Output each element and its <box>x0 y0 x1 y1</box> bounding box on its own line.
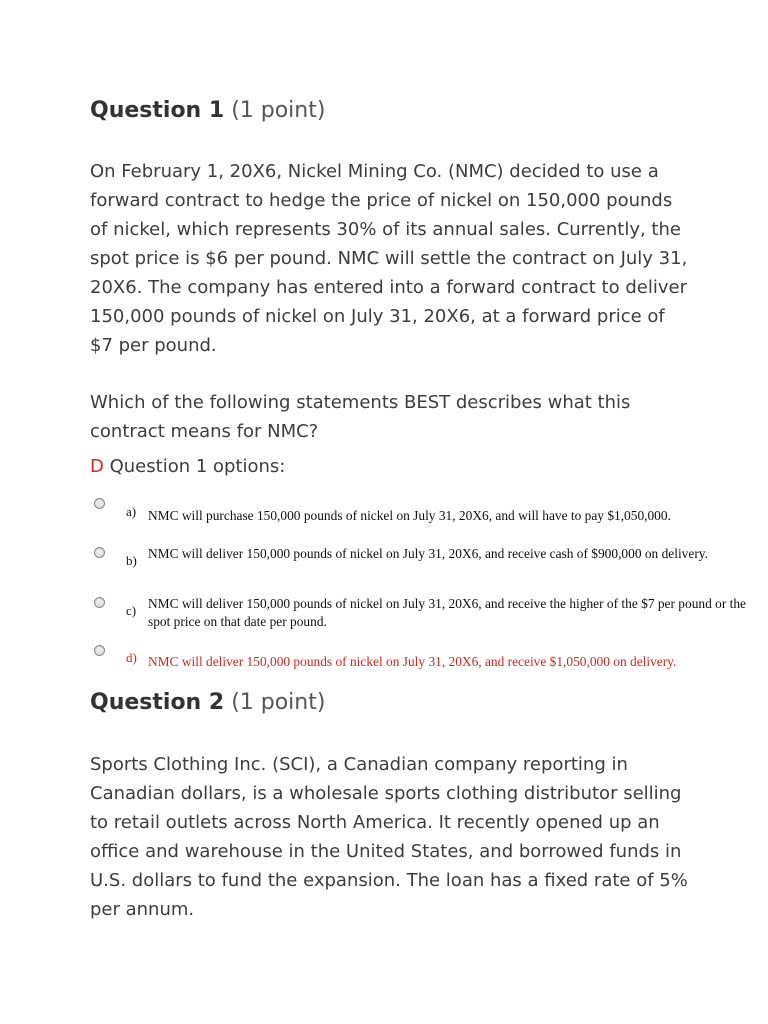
option-c-text: NMC will deliver 150,000 pounds of nickel on July 31, 20X6, and receive the higher of the $7 per pound or the spot price on that date per pound. <box>148 596 746 629</box>
option-b-letter: b) <box>126 553 137 568</box>
question-1-points: (1 point) <box>231 98 326 123</box>
question-2-label: Question 2 <box>90 690 225 715</box>
option-d-letter: d) <box>126 650 137 665</box>
radio-option-a[interactable] <box>94 498 105 509</box>
option-b-text: NMC will deliver 150,000 pounds of nickel on July 31, 20X6, and receive cash of $900,000 on delivery. <box>148 546 708 561</box>
question-1-heading <box>90 96 325 126</box>
question-1-stem: On February 1, 20X6, Nickel Mining Co. (NMC) decided to use a forward contract to hedge the price of nickel on 150,000 pounds of nickel, which represents 30% of its annual sales. Currently, the spot price is $6 per pound. NMC will settle the contract on July 31, 20X6. The company has entered into a forward contract to deliver 150,000 pounds of nickel on July 31, 20X6, at a forward price of $7 per pound. <box>90 161 688 356</box>
question-2-stem: Sports Clothing Inc. (SCI), a Canadian company reporting in Canadian dollars, is a wholesale sports clothing distributor selling to retail outlets across North America. It recently opened up an office and warehouse in the United States, and borrowed funds in U.S. dollars to fund the expansion. The loan has a fixed rate of 5% per annum. <box>90 754 688 920</box>
option-c[interactable] <box>94 595 754 635</box>
answer-mark: D <box>90 456 104 477</box>
option-b[interactable] <box>94 545 754 585</box>
option-a-text: NMC will purchase 150,000 pounds of nickel on July 31, 20X6, and will have to pay $1,050,000. <box>148 508 671 523</box>
option-c-letter: c) <box>126 603 137 618</box>
question-2-points: (1 point) <box>231 690 326 715</box>
option-a[interactable] <box>94 496 754 536</box>
option-a-letter: a) <box>126 504 137 519</box>
question-2-heading <box>90 688 325 718</box>
option-d-text: NMC will deliver 150,000 pounds of nickel on July 31, 20X6, and receive $1,050,000 on delivery. <box>148 654 677 669</box>
options-heading-label: Question 1 options: <box>109 456 286 477</box>
question-1-label: Question 1 <box>90 98 225 123</box>
radio-option-b[interactable] <box>94 547 105 558</box>
radio-option-d[interactable] <box>94 645 105 656</box>
radio-option-c[interactable] <box>94 597 105 608</box>
question-1-prompt: Which of the following statements BEST describes what this contract means for NMC? <box>90 392 631 442</box>
question-1-options-heading <box>90 454 285 480</box>
option-d[interactable] <box>94 643 754 683</box>
